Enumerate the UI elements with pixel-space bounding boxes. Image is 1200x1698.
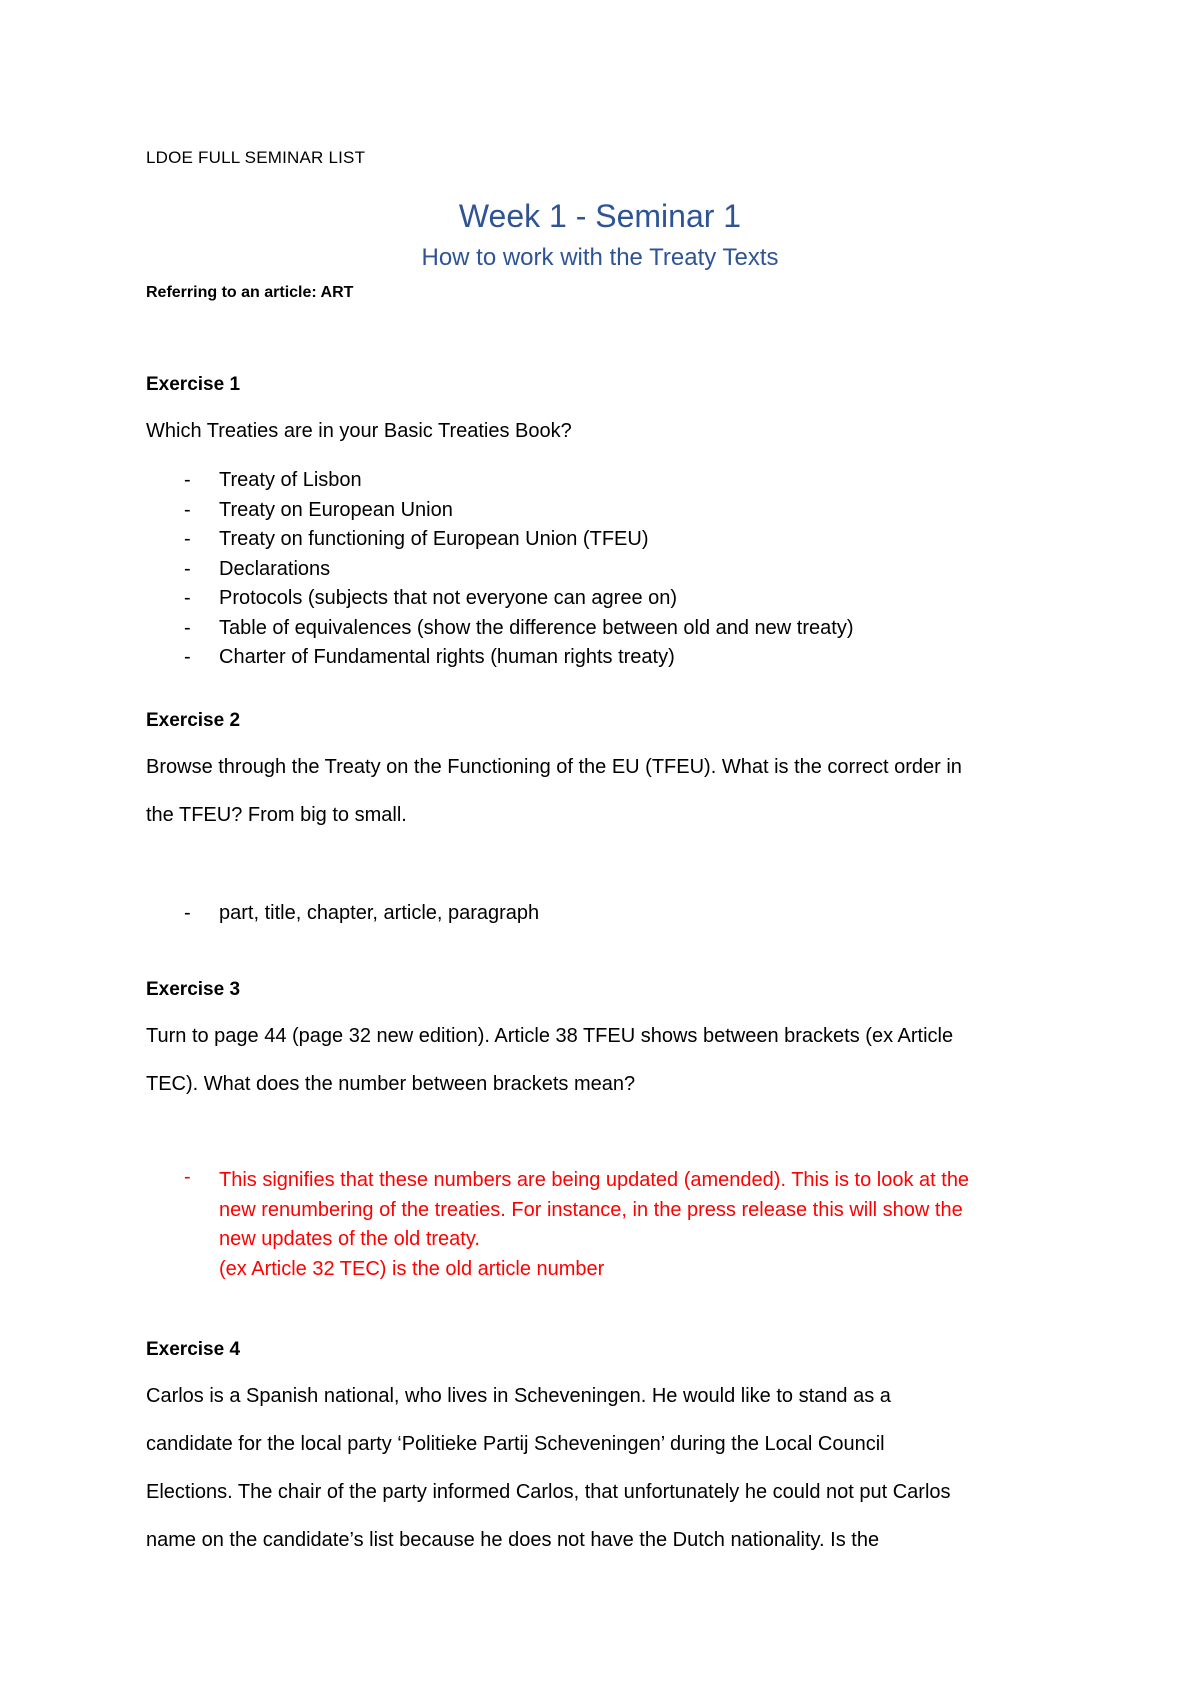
- referring-note: Referring to an article: ART: [146, 284, 354, 301]
- bullet-dash: -: [184, 587, 191, 609]
- list-item: - Treaty of Lisbon: [146, 466, 853, 496]
- list-item: - Treaty on European Union: [146, 496, 853, 526]
- answer-line-2: new renumbering of the treaties. For instance, in the press release this will show the: [219, 1198, 963, 1221]
- exercise-2-list: [146, 899, 539, 929]
- exercise-1-question: Which Treaties are in your Basic Treaties Book?: [146, 420, 572, 442]
- exercise-4-heading: Exercise 4: [146, 1339, 241, 1360]
- bullet-dash: -: [184, 469, 191, 491]
- answer-line-3: new updates of the old treaty.: [219, 1228, 480, 1250]
- list-item: - Declarations: [146, 555, 853, 585]
- bullet-dash: -: [184, 528, 191, 550]
- bullet-dash: -: [184, 616, 191, 639]
- answer-line-1: This signifies that these numbers are being updated (amended). This is to look at the: [219, 1169, 970, 1191]
- bullet-dash: -: [184, 1166, 191, 1188]
- bullet-dash: -: [184, 498, 191, 521]
- exercise-2-heading: Exercise 2: [146, 710, 241, 731]
- bullet-dash: -: [184, 557, 191, 580]
- list-item: - part, title, chapter, article, paragraph: [146, 899, 539, 929]
- exercise-1-list: [146, 466, 853, 673]
- list-item: - Charter of Fundamental rights (human rights treaty): [146, 643, 853, 673]
- exercise-4-question-line-4: name on the candidate’s list because he does not have the Dutch nationality. Is the: [146, 1529, 880, 1551]
- bullet-dash: -: [184, 902, 191, 924]
- exercise-2-question-line-1: Browse through the Treaty on the Functioning of the EU (TFEU). What is the correct order in: [146, 756, 962, 778]
- bullet-dash: -: [184, 646, 191, 668]
- list-item: - Table of equivalences (show the difference between old and new treaty): [146, 614, 853, 644]
- exercise-4-question-line-2: candidate for the local party ‘Politieke Partij Scheveningen’ during the Local Council: [146, 1433, 885, 1455]
- page-title: Week 1 - Seminar 1: [458, 198, 742, 234]
- document-header: LDOE FULL SEMINAR LIST: [146, 148, 366, 167]
- exercise-2-question-line-2: the TFEU? From big to small.: [146, 804, 407, 826]
- exercise-3-answer: [146, 1166, 1139, 1284]
- exercise-4-question-line-1: Carlos is a Spanish national, who lives in Scheveningen. He would like to stand as a: [146, 1385, 891, 1407]
- exercise-4-question-line-3: Elections. The chair of the party informed Carlos, that unfortunately he could not put Carlos: [146, 1481, 951, 1503]
- list-item: - Treaty on functioning of European Union (TFEU): [146, 525, 853, 555]
- exercise-3-question-line-2: TEC). What does the number between brackets mean?: [146, 1073, 636, 1095]
- page-subtitle: How to work with the Treaty Texts: [421, 244, 779, 271]
- exercise-3-question-line-1: Turn to page 44 (page 32 new edition). Article 38 TFEU shows between brackets (ex Article: [146, 1025, 954, 1047]
- answer-line-4: (ex Article 32 TEC) is the old article number: [219, 1257, 605, 1280]
- exercise-1-heading: Exercise 1: [146, 374, 241, 395]
- list-item: - Protocols (subjects that not everyone can agree on): [146, 584, 853, 614]
- exercise-3-heading: Exercise 3: [146, 979, 241, 1000]
